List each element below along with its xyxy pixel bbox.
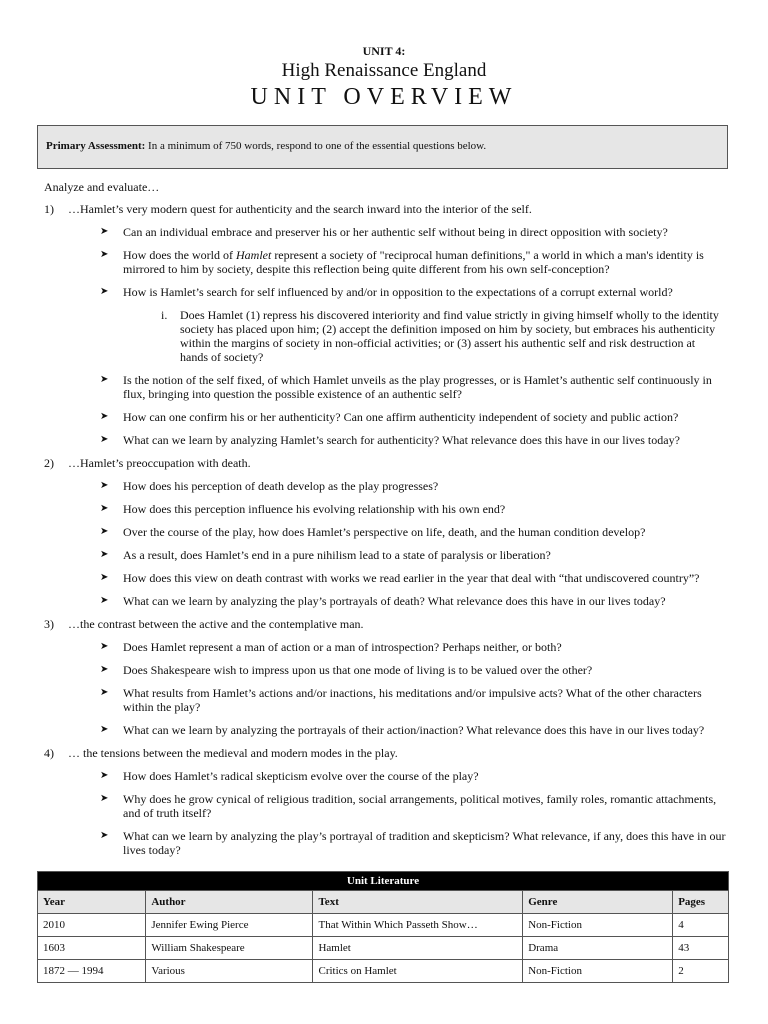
table-row xyxy=(38,960,729,983)
arrow-bullet-icon: ➤ xyxy=(100,503,109,514)
assessment-label: Primary Assessment: xyxy=(46,140,146,152)
sub-question xyxy=(44,285,729,299)
sub-question-text: As a result, does Hamlet’s end in a pure nihilism lead to a state of paralysis or liberation? xyxy=(123,548,551,562)
sub-question-text: How can one confirm his or her authenticity? Can one affirm authenticity independent of society and public action? xyxy=(123,410,679,424)
column-header: Pages xyxy=(673,891,729,914)
table-cell: 43 xyxy=(673,937,729,960)
sub-question xyxy=(44,225,729,239)
question-item xyxy=(44,617,744,631)
sub-question xyxy=(44,525,729,539)
question-text: …the contrast between the active and the contemplative man. xyxy=(68,617,364,631)
sub-question xyxy=(44,792,729,820)
arrow-bullet-icon: ➤ xyxy=(100,687,109,698)
arrow-bullet-icon: ➤ xyxy=(100,572,109,583)
arrow-bullet-icon: ➤ xyxy=(100,374,109,385)
question-text: … the tensions between the medieval and modern modes in the play. xyxy=(68,746,398,760)
sub-question xyxy=(44,769,729,783)
sub-question xyxy=(44,640,729,654)
arrow-bullet-icon: ➤ xyxy=(100,434,109,445)
sub-question-text: What results from Hamlet’s actions and/or inactions, his meditations and/or impulsive acts? What of the other characters within the play? xyxy=(123,686,702,714)
sub-question xyxy=(44,548,729,562)
sub-question-text: What can we learn by analyzing the play’s portrayal of tradition and skepticism? What relevance, if any, does this have in our lives today? xyxy=(123,829,726,857)
sub-question-text: How is Hamlet’s search for self influenced by and/or in opposition to the expectations of a corrupt external world? xyxy=(123,285,673,299)
sub-question-text: How does Hamlet’s radical skepticism evolve over the course of the play? xyxy=(123,769,479,783)
column-header: Genre xyxy=(523,891,673,914)
primary-assessment-box xyxy=(37,125,728,169)
question-text: …Hamlet’s preoccupation with death. xyxy=(68,456,251,470)
sub-question-text: What can we learn by analyzing the play’s portrayals of death? What relevance does this have in our lives today? xyxy=(123,594,666,608)
table-cell: William Shakespeare xyxy=(146,937,313,960)
question-text: …Hamlet’s very modern quest for authenticity and the search inward into the interior of the self. xyxy=(68,202,532,216)
table-row xyxy=(38,914,729,937)
sub-question-text: Does Hamlet represent a man of action or a man of introspection? Perhaps neither, or both? xyxy=(123,640,562,654)
sub-question-text: How does the world of Hamlet represent a society of "reciprocal human definitions," a world in which a man's identity is mirrored to him by society, despite this reflection being quite different from his own self-conception? xyxy=(123,248,704,276)
sub-question xyxy=(44,663,729,677)
arrow-bullet-icon: ➤ xyxy=(100,770,109,781)
arrow-bullet-icon: ➤ xyxy=(100,526,109,537)
sub-question xyxy=(44,248,729,276)
sub-question xyxy=(44,594,729,608)
arrow-bullet-icon: ➤ xyxy=(100,641,109,652)
arrow-bullet-icon: ➤ xyxy=(100,411,109,422)
table-cell: Critics on Hamlet xyxy=(313,960,523,983)
table-caption: Unit Literature xyxy=(38,872,729,891)
question-number: 2) xyxy=(44,456,54,470)
table-header-row xyxy=(38,891,729,914)
sub-question xyxy=(44,686,729,714)
sub-question xyxy=(44,829,729,857)
table-cell: Non-Fiction xyxy=(523,914,673,937)
sub-question-text: How does this perception influence his evolving relationship with his own end? xyxy=(123,502,506,516)
question-number: 4) xyxy=(44,746,54,760)
arrow-bullet-icon: ➤ xyxy=(100,664,109,675)
sub-question-text: Does Shakespeare wish to impress upon us that one mode of living is to be valued over the other? xyxy=(123,663,593,677)
assessment-text: In a minimum of 750 words, respond to one of the essential questions below. xyxy=(145,140,487,152)
table-cell: 2010 xyxy=(38,914,146,937)
arrow-bullet-icon: ➤ xyxy=(100,286,109,297)
question-item xyxy=(44,746,744,760)
sub-question xyxy=(44,479,729,493)
sub-question-text: How does this view on death contrast with works we read earlier in the year that deal with “that undiscovered country”? xyxy=(123,571,700,585)
unit-label: UNIT 4: xyxy=(362,44,406,58)
table-cell: 1603 xyxy=(38,937,146,960)
arrow-bullet-icon: ➤ xyxy=(100,724,109,735)
question-number: 1) xyxy=(44,202,54,216)
table-cell: 2 xyxy=(673,960,729,983)
arrow-bullet-icon: ➤ xyxy=(100,595,109,606)
table-row xyxy=(38,937,729,960)
table-cell: Non-Fiction xyxy=(523,960,673,983)
arrow-bullet-icon: ➤ xyxy=(100,480,109,491)
table-cell: 4 xyxy=(673,914,729,937)
sub-sub-question-text: Does Hamlet (1) repress his discovered interiority and find value strictly in giving himself wholly to the identity society has placed upon him; (2) accept the definition imposed on him by society, but embraces his authenticity within the margins of society in non-official activities; or (3) assert his authentic self and risk destruction at hands of society? xyxy=(180,308,719,364)
unit-literature-table xyxy=(37,871,729,983)
sub-sub-question xyxy=(44,308,720,364)
question-number: 3) xyxy=(44,617,54,631)
arrow-bullet-icon: ➤ xyxy=(100,793,109,804)
table-cell: Hamlet xyxy=(313,937,523,960)
column-header: Author xyxy=(146,891,313,914)
sub-question-text: Why does he grow cynical of religious tradition, social arrangements, political motives, family roles, romantic attachments, and of truth itself? xyxy=(123,792,717,820)
sub-question xyxy=(44,571,729,585)
sub-question-text: How does his perception of death develop as the play progresses? xyxy=(123,479,439,493)
column-header: Year xyxy=(38,891,146,914)
arrow-bullet-icon: ➤ xyxy=(100,830,109,841)
sub-question xyxy=(44,502,729,516)
arrow-bullet-icon: ➤ xyxy=(100,226,109,237)
table-cell: Jennifer Ewing Pierce xyxy=(146,914,313,937)
roman-numeral: i. xyxy=(161,308,168,322)
column-header: Text xyxy=(313,891,523,914)
sub-question xyxy=(44,373,729,401)
table-cell: That Within Which Passeth Show… xyxy=(313,914,523,937)
question-item xyxy=(44,456,744,470)
table-cell: Drama xyxy=(523,937,673,960)
question-item xyxy=(44,202,744,216)
unit-subtitle: High Renaissance England xyxy=(281,60,487,81)
page-title: UNIT OVERVIEW xyxy=(250,84,518,110)
table-cell: Various xyxy=(146,960,313,983)
sub-question xyxy=(44,723,729,737)
essential-questions-list xyxy=(44,202,744,866)
sub-question-text: Can an individual embrace and preserver his or her authentic self without being in direct opposition with society? xyxy=(123,225,668,239)
arrow-bullet-icon: ➤ xyxy=(100,549,109,560)
arrow-bullet-icon: ➤ xyxy=(100,249,109,260)
sub-question-text: Is the notion of the self fixed, of which Hamlet unveils as the play progresses, or is Hamlet’s authentic self continuously in flux, bringing into question the possible existence of an authentic self? xyxy=(123,373,712,401)
table-cell: 1872 — 1994 xyxy=(38,960,146,983)
sub-question-text: What can we learn by analyzing the portrayals of their action/inaction? What relevance does this have in our lives today? xyxy=(123,723,705,737)
sub-question-text: Over the course of the play, how does Hamlet’s perspective on life, death, and the human condition develop? xyxy=(123,525,646,539)
intro-text: Analyze and evaluate… xyxy=(44,180,160,194)
sub-question-text: What can we learn by analyzing Hamlet’s search for authenticity? What relevance does this have in our lives today? xyxy=(123,433,680,447)
sub-question xyxy=(44,433,729,447)
sub-question xyxy=(44,410,729,424)
